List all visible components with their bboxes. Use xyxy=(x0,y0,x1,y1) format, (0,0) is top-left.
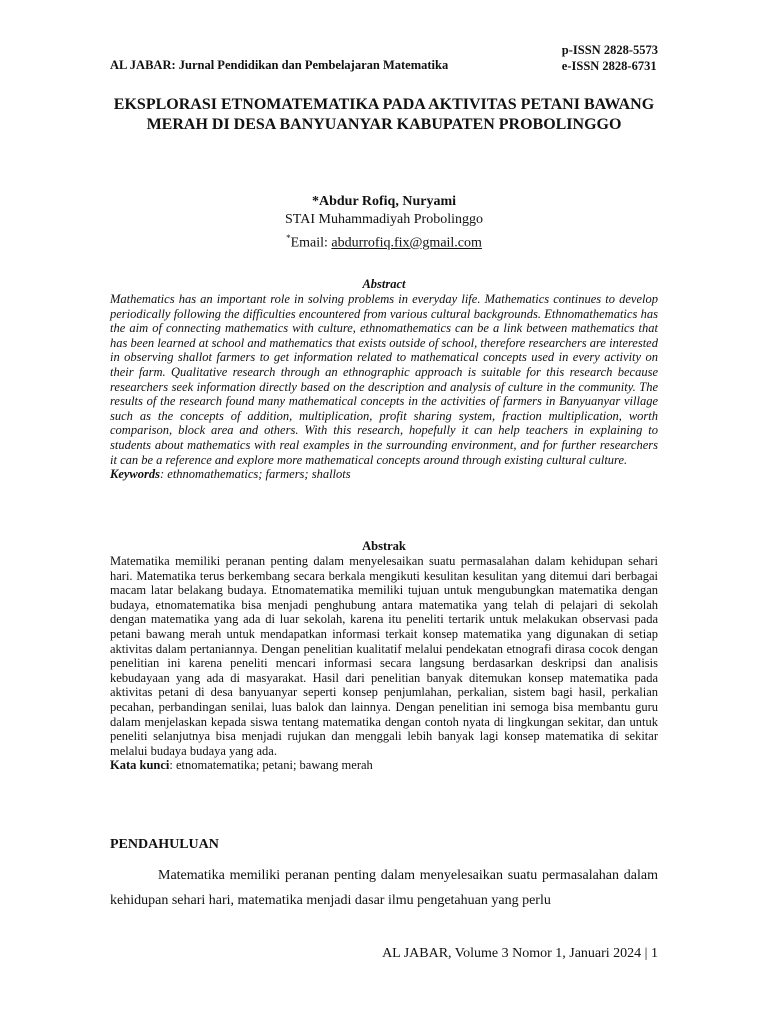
kata-kunci-values: : etnomatematika; petani; bawang merah xyxy=(169,758,373,773)
e-issn: e-ISSN 2828-6731 xyxy=(561,59,657,73)
abstrak-heading: Abstrak xyxy=(362,539,406,553)
p-issn: p-ISSN 2828-5573 xyxy=(561,43,658,57)
keywords-label: Keywords xyxy=(110,467,160,482)
paper-title: EKSPLORASI ETNOMATEMATIKA PADA AKTIVITAS PETANI BAWANG MERAH DI DESA BANYUANYAR KABUPATEN PROBOLINGGO xyxy=(113,96,655,133)
author-block xyxy=(110,193,658,253)
section-title: PENDAHULUAN xyxy=(110,837,219,852)
issn-block xyxy=(562,42,658,74)
email-mark: * xyxy=(286,233,291,243)
affiliation: STAI Muhammadiyah Probolinggo xyxy=(285,212,483,227)
kata-kunci-label: Kata kunci xyxy=(110,758,170,773)
kata-kunci-line xyxy=(110,758,658,773)
abstract-heading: Abstract xyxy=(362,277,406,291)
journal-name: AL JABAR: Jurnal Pendidikan dan Pembelajaran Matematika xyxy=(110,58,449,72)
abstract-english xyxy=(110,276,658,482)
keywords-values: : ethnomathematics; farmers; shallots xyxy=(160,467,351,482)
page-footer: AL JABAR, Volume 3 Nomor 1, Januari 2024 | 1 xyxy=(382,946,658,961)
email-link[interactable]: abdurrofiq.fix@gmail.com xyxy=(331,235,482,251)
abstract-indonesian xyxy=(110,538,658,773)
section-paragraph: Matematika memiliki peranan penting dalam menyelesaikan suatu permasalahan dalam kehidupan sehari hari, matematika menjadi dasar ilmu pengetahuan yang perlu xyxy=(110,868,658,908)
author-names: *Abdur Rofiq, Nuryami xyxy=(311,194,457,209)
running-header xyxy=(110,42,658,76)
keywords-line xyxy=(110,467,658,482)
abstract-text: Mathematics has an important role in solving problems in everyday life. Mathematics continues to develop periodically following the difficulties encountered from various cultural backgrounds. Ethnomathematics has the aim of connecting mathematics with culture, ethnomathematics can be a link between mathematics that has been learned at school and mathematics that exists outside of school, therefore researchers are interested in observing shallot farmers to get information related to mathematical concepts used in every activity on their farm. Qualitative research through an ethnographic approach is suitable for this research because researchers seek information directly based on the description and analysis of culture in the community. The results of the research found many mathematical concepts in the activities of farmers in Banyuanyar village such as the concepts of addition, multiplication, profit sharing system, fraction multiplication, worth comparison, block area and others. With this research, hopefully it can help teachers in explaining to students about mathematics with real examples in the surrounding environment, and for further researchers it can be a reference and explore more mathematical concepts around through existing cultural culture. xyxy=(110,292,658,467)
email-line xyxy=(110,229,658,253)
email-label: Email: xyxy=(290,235,332,251)
abstrak-text: Matematika memiliki peranan penting dalam menyelesaikan suatu permasalahan dalam kehidupan sehari hari. Matematika terus berkembang secara berkala mengikuti kesulitan kesulitan yang ditemui dari berbagai macam latar belakang budaya. Etnomatematika memiliki tujuan untuk mengubungkan matematika dengan budaya, etnomatematika bisa menjadi penghubung antara matematika yang telah di pelajari di sekolah dengan matematika yang ada di luar sekolah, karena itu peneliti tertarik untuk melakukan observasi pada petani bawang merah untuk mendapatkan informasi terkait konsep matematika yang digunakan di setiap aktivitas dalam pertaniannya. Dengan penelitian kualitatif melalui pendekatan etnografi dirasa cocok dengan penelitian ini karena peneliti mencari informasi secara langsung berdasarkan deskripsi dan analisis kebudayaan yang ada di masyarakat. Hasil dari penelitian banyak ditemukan konsep matematika pada aktivitas petani di desa banyuanyar seperti konsep penjumlahan, perkalian, sistem bagi hasil, perkalian pecahan, perbandingan senilai, luas balok dan lainnya. Dengan penelitian ini semoga bisa membantu guru dalam menjelaskan kepada siswa tentang matematika dengan contoh nyata di lingkungan sekitar, dan untuk peneliti selanjutnya bisa menjadi rujukan dan menggali lebih banyak lagi konsep matematika di sekitar melalui budaya budaya yang ada. xyxy=(110,554,658,758)
section-pendahuluan xyxy=(110,836,658,913)
